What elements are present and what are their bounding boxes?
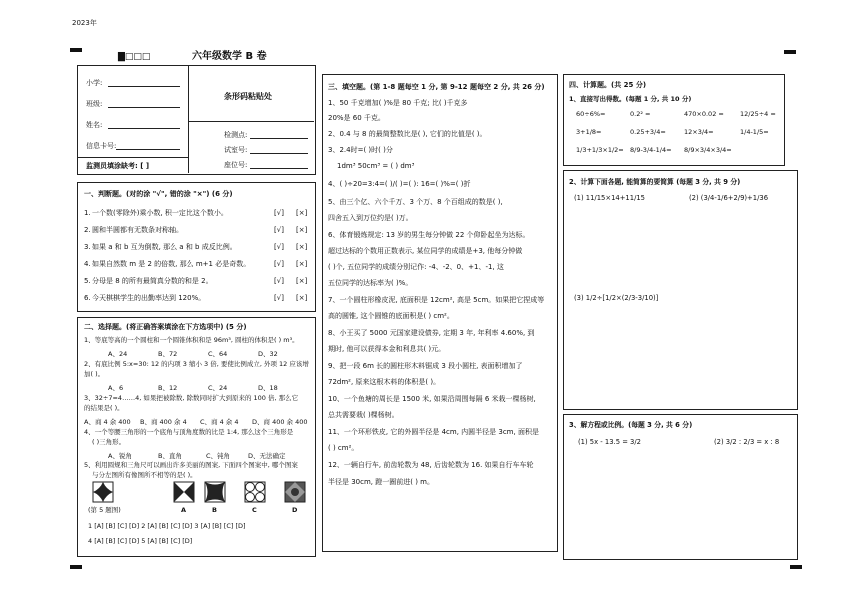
- fill-line-2: 20%是 60 千克。: [328, 114, 385, 122]
- fill-line-10: 超过达标的个数用正数表示, 某位同学的成绩是+3, 他每分钟做: [328, 247, 523, 255]
- year-label: 2023年: [72, 19, 97, 27]
- q1-option-d: D、32: [258, 350, 278, 358]
- student-info-box: [77, 65, 316, 175]
- calc-r3c1: 1/3+1/3×1/2=: [576, 146, 624, 154]
- calc-equation-section: [563, 414, 798, 560]
- judge-4-true-option[interactable]: [√]: [274, 260, 284, 268]
- calc-r2c3: 12×3/4=: [684, 128, 714, 136]
- calc-direct-section: [563, 74, 785, 166]
- pattern-a-label: A: [181, 506, 187, 514]
- fill-line-15: 8、小王买了 5000 元国家建设债券, 定期 3 年, 年利率 4.60%, 到: [328, 329, 535, 337]
- judge-2-false-option[interactable]: [×]: [296, 226, 308, 234]
- class-label: 班级:: [86, 100, 103, 108]
- choice-q3-line1: 3、32÷7=4……4, 如果把被除数, 除数同时扩大到原来的 100 倍, 那么它: [84, 394, 299, 402]
- equation-2: (2) 3/2 : 2/3 = x : 8: [714, 438, 780, 446]
- choice-q5-line1: 5、利用圆规和三角尺可以画出许多美丽的图案, 下面四个图案中, 哪个图案: [84, 461, 298, 469]
- pattern-d-label: D: [292, 506, 298, 514]
- fill-line-24: 半径是 30cm, 蹬一圈前进( ) m。: [328, 478, 434, 486]
- pattern-b-figure: [204, 481, 226, 503]
- fill-line-18: 72dm², 原来这根木料的体积是( )。: [328, 378, 441, 386]
- calc-sub2-title: 2、计算下面各题, 能简算的要简算 (每题 3 分, 共 9 分): [569, 178, 741, 186]
- judge-3-false-option[interactable]: [×]: [296, 243, 308, 251]
- choice-q4-line1: 4、一个等腰三角形的一个底角与顶角度数的比是 1:4, 那么这个三角形是: [84, 428, 294, 436]
- equation-1: (1) 5x - 13.5 = 3/2: [578, 438, 641, 446]
- calc-r2c4: 1/4-1/5=: [740, 128, 769, 136]
- room-label: 试室号:: [224, 146, 248, 154]
- fill-line-17: 9、把一段 6m 长的圆柱形木料锯成 3 段小圆柱, 表面积增加了: [328, 362, 523, 370]
- answer-sheet-row-1[interactable]: 1 [A] [B] [C] [D] 2 [A] [B] [C] [D] 3 [A] [B] [C] [D]: [88, 522, 246, 530]
- pattern-d-figure: [284, 481, 306, 503]
- q1-option-a: A、24: [108, 350, 128, 358]
- choice-q5-line2: 与分左图所有像图所不相等的是( )。: [92, 471, 197, 479]
- calc-r1c3: 470×0.02 =: [684, 110, 724, 118]
- judge-6-true-option[interactable]: [√]: [274, 294, 284, 302]
- info-card-label: 信息卡号:: [86, 142, 117, 150]
- q3-option-b: B、商 400 余 4: [140, 418, 187, 426]
- fill-line-20: 总共需要栽( )棵杨树。: [328, 411, 399, 419]
- choice-q1: 1、等底等高的一个圆柱和一个圆锥体积和是 96m³, 圆柱的体积是( ) m³。: [84, 336, 299, 344]
- calc-r1c1: 60÷6%=: [576, 110, 606, 118]
- judge-section: 一、判断题。(对的涂 "√", 错的涂 "×") (6 分) 1. 一个数(零除外)乘小数, 积一定比这个数小。 [√] [×] 2. 圆和半圆都有无数条对称轴。 [√] [×] 3. 如果 a 和 b 互为倒数, 那么 a 和 b 成反比例。 [√] [×] 4. 如果自然数 m 是 2 的倍数, 那么 m+1 必是奇数。 [√] [×] 5. 分母是 8 的所有最简真分数的和是 2。 [√] [×] 6. 今天棋棋学生的出勤率达到 120%。 [√] [×]: [77, 182, 316, 312]
- registration-mark-top-left: [70, 48, 82, 52]
- choice-q4-line2: ( )三角形。: [92, 438, 126, 446]
- q4-option-a: A、锐角: [108, 452, 132, 460]
- choice-q3-line2: 的结果是( )。: [84, 404, 124, 412]
- choice-q2-line2: 加( )。: [84, 370, 105, 378]
- calc-r2c2: 0.25+3/4=: [630, 128, 666, 136]
- pattern-c-figure: [244, 481, 266, 503]
- q2-option-a: A、6: [108, 384, 124, 392]
- fill-line-1: 1、50 千克增加( )%是 80 千克; 比( )千克多: [328, 99, 468, 107]
- q2-option-c: C、24: [208, 384, 228, 392]
- pattern-a-figure: [173, 481, 195, 503]
- title-prefix-squares: ▇□□□: [118, 52, 151, 62]
- judge-5-true-option[interactable]: [√]: [274, 277, 284, 285]
- fill-line-3: 2、0.4 与 8 的最简整数比是( ), 它们的比值是( )。: [328, 130, 487, 138]
- judge-1-true-option[interactable]: [√]: [274, 209, 284, 217]
- calc-r1c2: 0.2² =: [630, 110, 651, 118]
- calc-r1c4: 12/25÷4 =: [740, 110, 776, 118]
- fill-blank-section: [322, 74, 558, 552]
- calc-problem-2: (2) (3/4-1/6+2/9)+1/36: [689, 194, 769, 202]
- calc-r3c2: 8/9-3/4-1/4=: [630, 146, 672, 154]
- q2-option-d: D、18: [258, 384, 278, 392]
- q3-option-a: A、商 4 余 400: [84, 418, 131, 426]
- proctor-absent-label: 监测员填涂缺考: [ ]: [86, 162, 150, 170]
- fill-line-16: 期时, 他可以获得本金和利息共( )元。: [328, 345, 446, 353]
- fill-line-7: 5、由三个亿、六个千万、3 个万、8 个百组成的数是( ),: [328, 198, 503, 206]
- judge-2-true-option[interactable]: [√]: [274, 226, 284, 234]
- calc-title: 四、计算题。(共 25 分): [569, 81, 647, 89]
- calc-sub1-title: 1、直接写出得数。(每题 1 分, 共 10 分): [569, 95, 692, 103]
- exam-title: 六年级数学 B 卷: [192, 51, 267, 62]
- fill-title: 三、填空题。(第 1-8 题每空 1 分, 第 9-12 题每空 2 分, 共 26 分): [328, 83, 545, 91]
- fill-line-19: 10、一个鱼塘的周长是 1500 米, 如果沿周围每隔 6 米栽一棵杨树,: [328, 395, 536, 403]
- q2-option-b: B、12: [158, 384, 178, 392]
- barcode-area: 条形码粘贴处: [224, 92, 272, 101]
- calc-problem-3: (3) 1/2÷[1/2×(2/3-3/10)]: [574, 294, 659, 302]
- fill-line-5: 1dm³ 50cm³ = ( ) dm³: [337, 162, 415, 170]
- judge-6-false-option[interactable]: [×]: [296, 294, 308, 302]
- fill-line-22: ( ) cm²。: [328, 444, 359, 452]
- calc-simplify-section: [563, 170, 798, 410]
- q4-option-c: C、钝角: [206, 452, 231, 460]
- seat-label: 座位号:: [224, 161, 248, 169]
- test-site-label: 检测点:: [224, 131, 248, 139]
- pattern-b-label: B: [212, 506, 217, 514]
- calc-problem-1: (1) 11/15×14+11/15: [574, 194, 646, 202]
- fill-line-11: ( )个, 五位同学的成绩分别记作: -4、-2、0、+1、-1, 这: [328, 263, 504, 271]
- fill-line-23: 12、一辆自行车, 前齿轮数为 48, 后齿轮数为 16. 如果自行车车轮: [328, 461, 534, 469]
- fill-line-14: 高的圆锥, 这个圆锥的底面积是( ) cm²。: [328, 312, 454, 320]
- fill-line-4: 3、2.4时=( )时( )分: [328, 146, 393, 154]
- fill-line-12: 五位同学的达标率为( )%。: [328, 279, 413, 287]
- judge-1-false-option[interactable]: [×]: [296, 209, 308, 217]
- q1-option-c: C、64: [208, 350, 228, 358]
- calc-r3c3: 8/9×3/4×3/4=: [684, 146, 732, 154]
- judge-title: 一、判断题。(对的涂 "√", 错的涂 "×") (6 分): [84, 190, 233, 198]
- calc-sub3-title: 3、解方程或比例。(每题 3 分, 共 6 分): [569, 421, 693, 429]
- answer-sheet-row-2[interactable]: 4 [A] [B] [C] [D] 5 [A] [B] [C] [D]: [88, 537, 193, 545]
- fill-line-21: 11、一个环形铁皮, 它的外圆半径是 4cm, 内圆半径是 3cm, 面积是: [328, 428, 539, 436]
- fill-line-8: 四舍五入到万位约是( )万。: [328, 214, 413, 222]
- name-label: 姓名:: [86, 121, 103, 129]
- q3-option-d: D、商 400 余 400: [252, 418, 308, 426]
- fill-line-13: 7、一个圆柱形橡皮泥, 底面积是 12cm², 高是 5cm。如果把它捏成等: [328, 296, 545, 304]
- choice-q2-line1: 2、有底比例 5:x=30: 12 的内项 3 缩小 3 倍, 要使比例成立, 外项 12 应该增: [84, 360, 309, 368]
- judge-5-false-option[interactable]: [×]: [296, 277, 308, 285]
- pattern-c-label: C: [252, 506, 257, 514]
- fill-line-6: 4、( )÷20=3:4=( )/( )=( ): 16=( )%=( )折: [328, 180, 471, 188]
- judge-4-false-option[interactable]: [×]: [296, 260, 308, 268]
- reference-pattern-figure: [92, 481, 114, 503]
- choice-title: 二、选择题。(将正确答案填涂在下方选项中) (5 分): [84, 323, 247, 331]
- q3-option-c: C、商 4 余 4: [200, 418, 239, 426]
- fill-line-9: 6、体育锻炼规定: 13 岁的男生每分钟做 22 个仰卧起坐为达标。: [328, 231, 530, 239]
- registration-mark-bottom-right: [790, 565, 802, 569]
- figure-caption: (第 5 题图): [88, 506, 121, 514]
- school-label: 小学:: [86, 79, 103, 87]
- q1-option-b: B、72: [158, 350, 178, 358]
- registration-mark-bottom-left: [70, 565, 82, 569]
- registration-mark-top-right: [784, 50, 796, 54]
- judge-3-true-option[interactable]: [√]: [274, 243, 284, 251]
- calc-r2c1: 3+1/8=: [576, 128, 602, 136]
- choice-section: [77, 317, 316, 557]
- q4-option-d: D、无法确定: [248, 452, 286, 460]
- q4-option-b: B、直角: [158, 452, 182, 460]
